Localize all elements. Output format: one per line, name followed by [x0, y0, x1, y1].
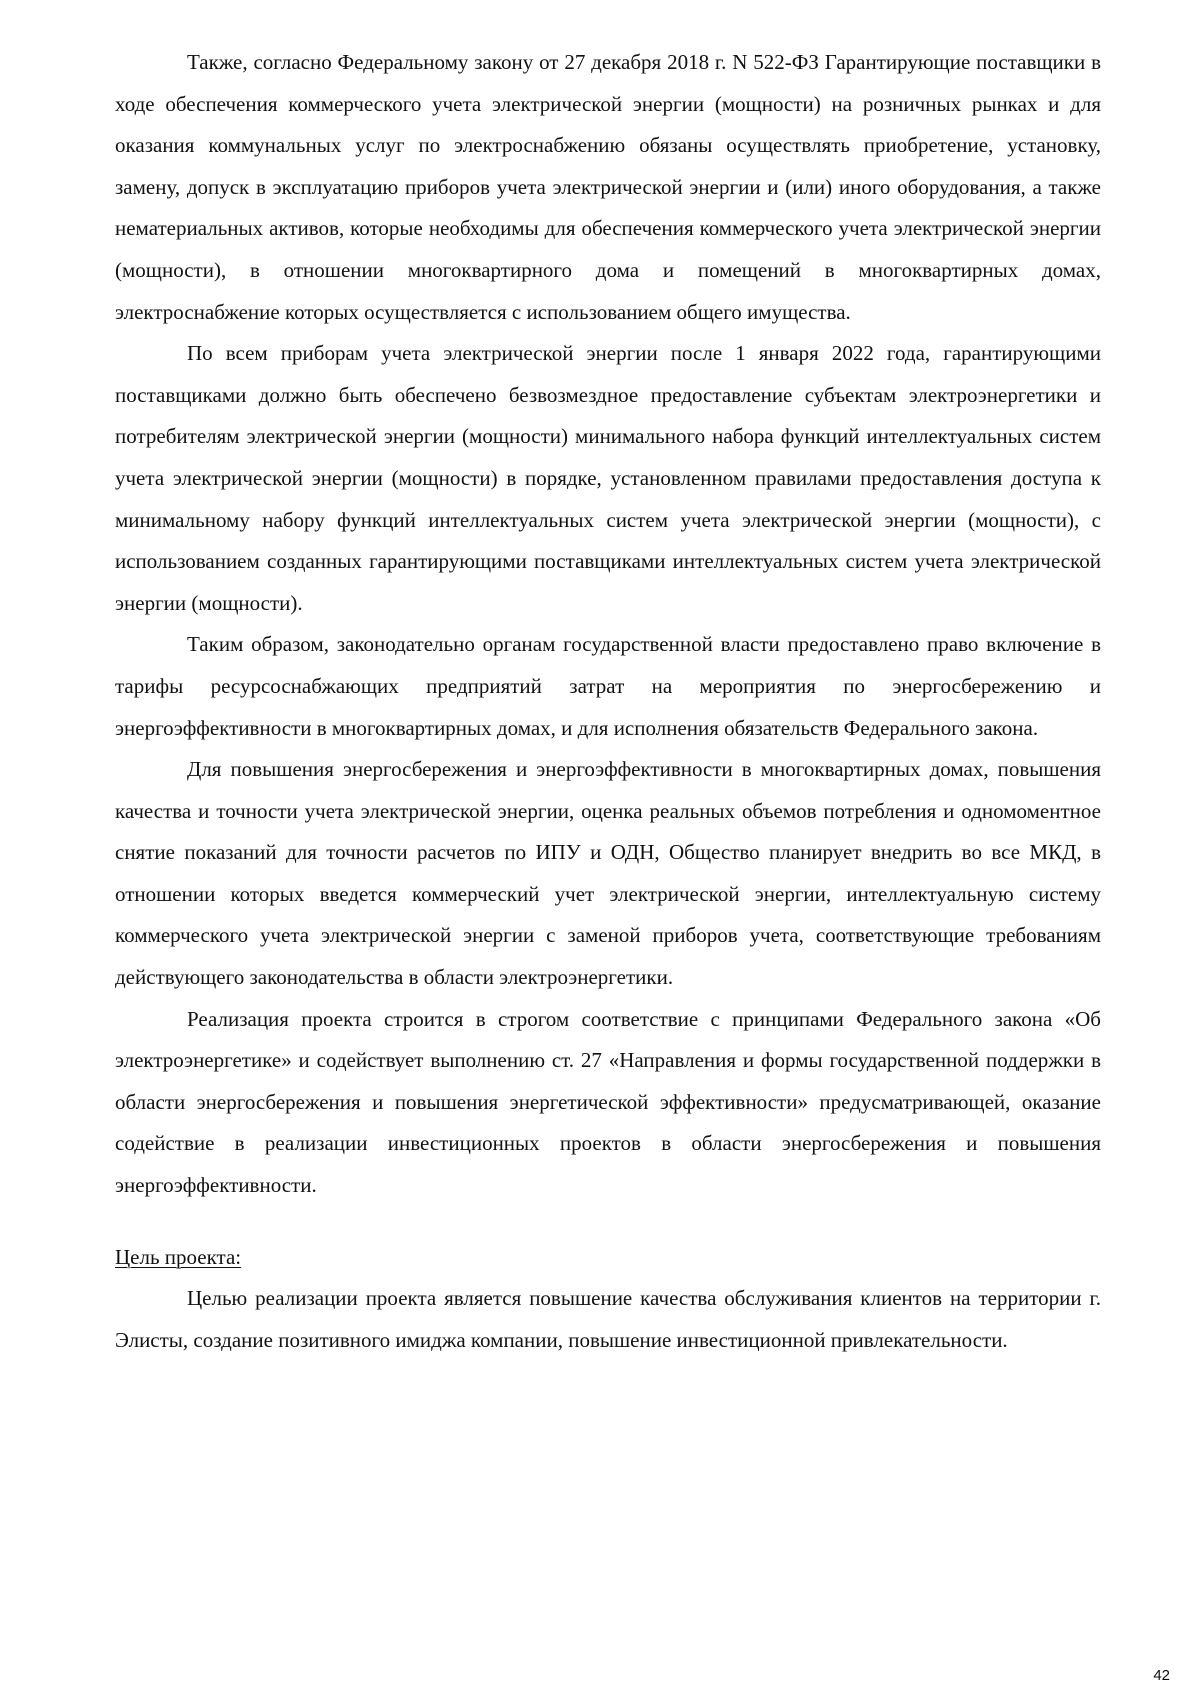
paragraph-project-goal: Целью реализации проекта является повышение качества обслуживания клиентов на территории г. Элисты, создание позитивного имиджа компании, повышение инвестиционной привлекательности.: [115, 1286, 1101, 1352]
paragraph-metering-2022: По всем приборам учета электрической энергии после 1 января 2022 года, гарантирующими поставщиками должно быть обеспечено безвозмездное предоставление субъектам электроэнергетики и потребителям электрической энергии (мощности) минимального набора функций интеллектуальных систем учета электрической энергии (мощности) в порядке, установленном правилами предоставления доступа к минимальному набору функций интеллектуальных систем учета электрической энергии (мощности), с использованием созданных гарантирующими поставщиками интеллектуальных систем учета электрической энергии (мощности).: [115, 341, 1101, 615]
section-title-project-goal: Цель проекта:: [115, 1244, 242, 1269]
paragraph-tariffs: Таким образом, законодательно органам государственной власти предоставлено право включение в тарифы ресурсоснабжающих предприятий затрат на мероприятия по энергосбережению и энергоэффективности в многоквартирных домах, и для исполнения обязательств Федерального закона.: [115, 632, 1101, 740]
paragraph-energy-saving-plan: Для повышения энергосбережения и энергоэффективности в многоквартирных домах, повышения качества и точности учета электрической энергии, оценка реальных объемов потребления и одномоментное снятие показаний для точности расчетов по ИПУ и ОДН, Общество планирует внедрить во все МКД, в отношении которых введется коммерческий учет электрической энергии, интеллектуальную систему коммерческого учета электрической энергии с заменой приборов учета, соответствующие требованиям действующего законодательства в области электроэнергетики.: [115, 757, 1101, 990]
page-number: 42: [1153, 1667, 1170, 1684]
document-page: [115, 42, 1101, 1361]
paragraph-law-522fz: Также, согласно Федеральному закону от 27 декабря 2018 г. N 522-ФЗ Гарантирующие поставщики в ходе обеспечения коммерческого учета электрической энергии (мощности) на розничных рынках и для оказания коммунальных услуг по электроснабжению обязаны осуществлять приобретение, установку, замену, допуск в эксплуатацию приборов учета электрической энергии и (или) иного оборудования, а также нематериальных активов, которые необходимы для обеспечения коммерческого учета электрической энергии (мощности), в отношении многоквартирного дома и помещений в многоквартирных домах, электроснабжение которых осуществляется с использованием общего имущества.: [115, 50, 1101, 324]
paragraph-project-implementation: Реализация проекта строится в строгом соответствие с принципами Федерального закона «Об электроэнергетике» и содействует выполнению ст. 27 «Направления и формы государственной поддержки в области энергосбережения и повышения энергетической эффективности» предусматривающей, оказание содействие в реализации инвестиционных проектов в области энергосбережения и повышения энергоэффективности.: [115, 1006, 1101, 1198]
